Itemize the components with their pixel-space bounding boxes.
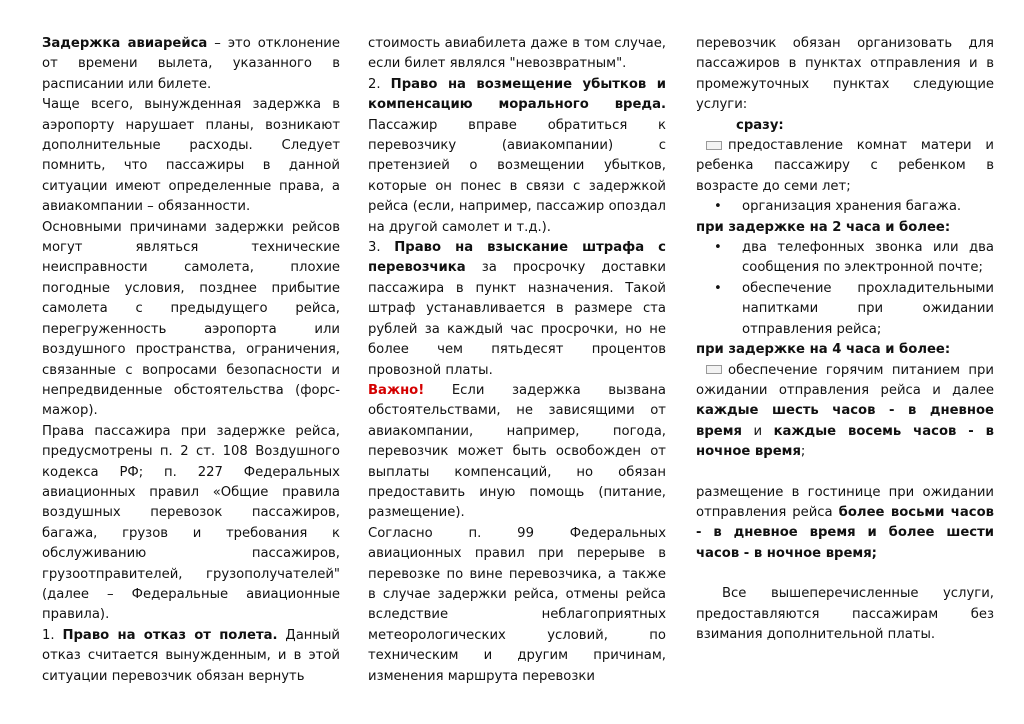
right-2-paragraph <box>368 75 666 238</box>
services-intro: перевозчик обязан организовать для пассажиров в пунктах отправления и в промежуточных пунктах следующие услуги: <box>696 36 994 113</box>
hotel-night-threshold: более шести часов - в ночное время; <box>696 525 994 561</box>
service-item-calls: • два телефонных звонка или два сообщения по электронной почте; <box>696 238 994 279</box>
definition-text: – это отклонение от времени вылета, указанного в расписании или билете. <box>42 36 340 92</box>
important-label: Важно! <box>368 382 425 398</box>
heading-2-hours: при задержке на 2 часа и более: <box>696 219 951 235</box>
hotel-paragraph <box>696 483 994 565</box>
definition-paragraph <box>42 34 340 95</box>
right-3-title: Право на взыскание штрафа с перевозчика <box>368 240 666 276</box>
heading-immediately: сразу: <box>736 117 784 133</box>
checkbox-icon <box>706 141 722 150</box>
right-3-paragraph <box>368 238 666 381</box>
service-item-text: предоставление комнат матери и ребенка пассажиру с ребенком в возрасте до семи лет; <box>696 138 994 194</box>
important-paragraph <box>368 381 666 524</box>
spacer <box>696 463 994 483</box>
hotel-text: размещение в гостинице при ожидании отправления рейса <box>696 484 994 520</box>
column-3 <box>696 34 994 645</box>
rule-99-paragraph: Согласно п. 99 Федеральных авиационных правил при перерыве в перевозке по вине перевозчика, а также в случае задержки рейса, отмены рейса вследствие неблагоприятных метеорологических условий, по техническим и другим причинам, изменения маршрута перевозки <box>368 525 666 684</box>
important-text: Если задержка вызвана обстоятельствами, не зависящими от авиакомпании, например, погода, перевозчик может быть освобожден от выплаты компенсаций, но обязан предоставить иную помощь (питание, размещение). <box>368 382 666 521</box>
intro-paragraph: Чаще всего, вынужденная задержка в аэропорту нарушает планы, возникают дополнительные расходы. Следует помнить, что пассажиры в данной ситуации имеют определенные права, а авиакомпании – обязанности. <box>42 97 340 215</box>
right-1-number: 1. <box>42 627 63 643</box>
free-of-charge-paragraph: Все вышеперечисленные услуги, предоставляются пассажирам без взимания дополнительной платы. <box>696 586 994 642</box>
right-1-continuation: стоимость авиабилета даже в том случае, если билет являлся "невозвратным". <box>368 36 666 72</box>
conjunction-text: и <box>855 525 889 541</box>
spacer <box>696 564 994 584</box>
meal-night-interval: каждые восемь часов - в ночное время <box>696 423 994 460</box>
service-item-drinks: • обеспечение прохладительными напитками при ожидании отправления рейса; <box>696 279 994 340</box>
conjunction-text: и <box>741 423 774 439</box>
meal-day-interval: каждые шесть часов - в дневное время <box>696 403 994 439</box>
right-1-text: Данный отказ считается вынужденным, и в этой ситуации перевозчик обязан вернуть <box>42 627 341 684</box>
column-2 <box>368 34 666 687</box>
right-2-text: Пассажир вправе обратиться к перевозчику (авиакомпании) с претензией о возмещении убытков, которые он понес в связи с задержкой рейса (если, например, пассажир опоздал на другой самолет и т.д.). <box>368 117 666 235</box>
right-3-text: за просрочку доставки пассажира в пункт назначения. Такой штраф устанавливается в размере ста рублей за каждый час просрочки, но не более чем пятьдесят процентов провозной платы. <box>368 260 666 378</box>
heading-4-hours: при задержке на 4 часа и более: <box>696 342 951 358</box>
right-1-title: Право на отказ от полета. <box>62 627 278 643</box>
service-item-baggage: • организация хранения багажа. <box>696 197 994 217</box>
service-item-text: обеспечение горячим питанием при ожидании отправления рейса и далее <box>696 362 994 398</box>
definition-term: Задержка авиарейса <box>42 36 208 51</box>
checkbox-icon <box>706 365 722 374</box>
right-3-number: 3. <box>368 240 395 256</box>
punctuation: ; <box>800 444 806 460</box>
service-item-mother-child-room <box>696 136 994 197</box>
causes-paragraph: Основными причинами задержки рейсов могут являться технические неисправности самолета, плохие погодные условия, позднее прибытие самолета с предыдущего рейса, перегруженность аэропорта или воздушного пространства, ограничения, связанные с вопросами безопасности и непредвиденные обстоятельства (форс-мажор). <box>42 219 340 419</box>
column-1 <box>42 34 340 687</box>
right-2-title: Право на возмещение убытков и компенсацию морального вреда. <box>368 76 666 113</box>
right-1-paragraph <box>42 626 340 687</box>
legal-basis-paragraph: Права пассажира при задержке рейса, предусмотрены п. 2 ст. 108 Воздушного кодекса РФ; п. 227 Федеральных авиационных правил «Общие правила воздушных перевозок пассажиров, багажа, грузов и требования к обслуживанию пассажиров, грузоотправителей, грузополучателей" (далее – Федеральные авиационные правила). <box>42 423 340 623</box>
hotel-day-threshold: более восьми часов - в дневное время <box>696 504 994 541</box>
right-2-number: 2. <box>368 76 391 92</box>
service-item-hot-meals <box>696 361 994 463</box>
